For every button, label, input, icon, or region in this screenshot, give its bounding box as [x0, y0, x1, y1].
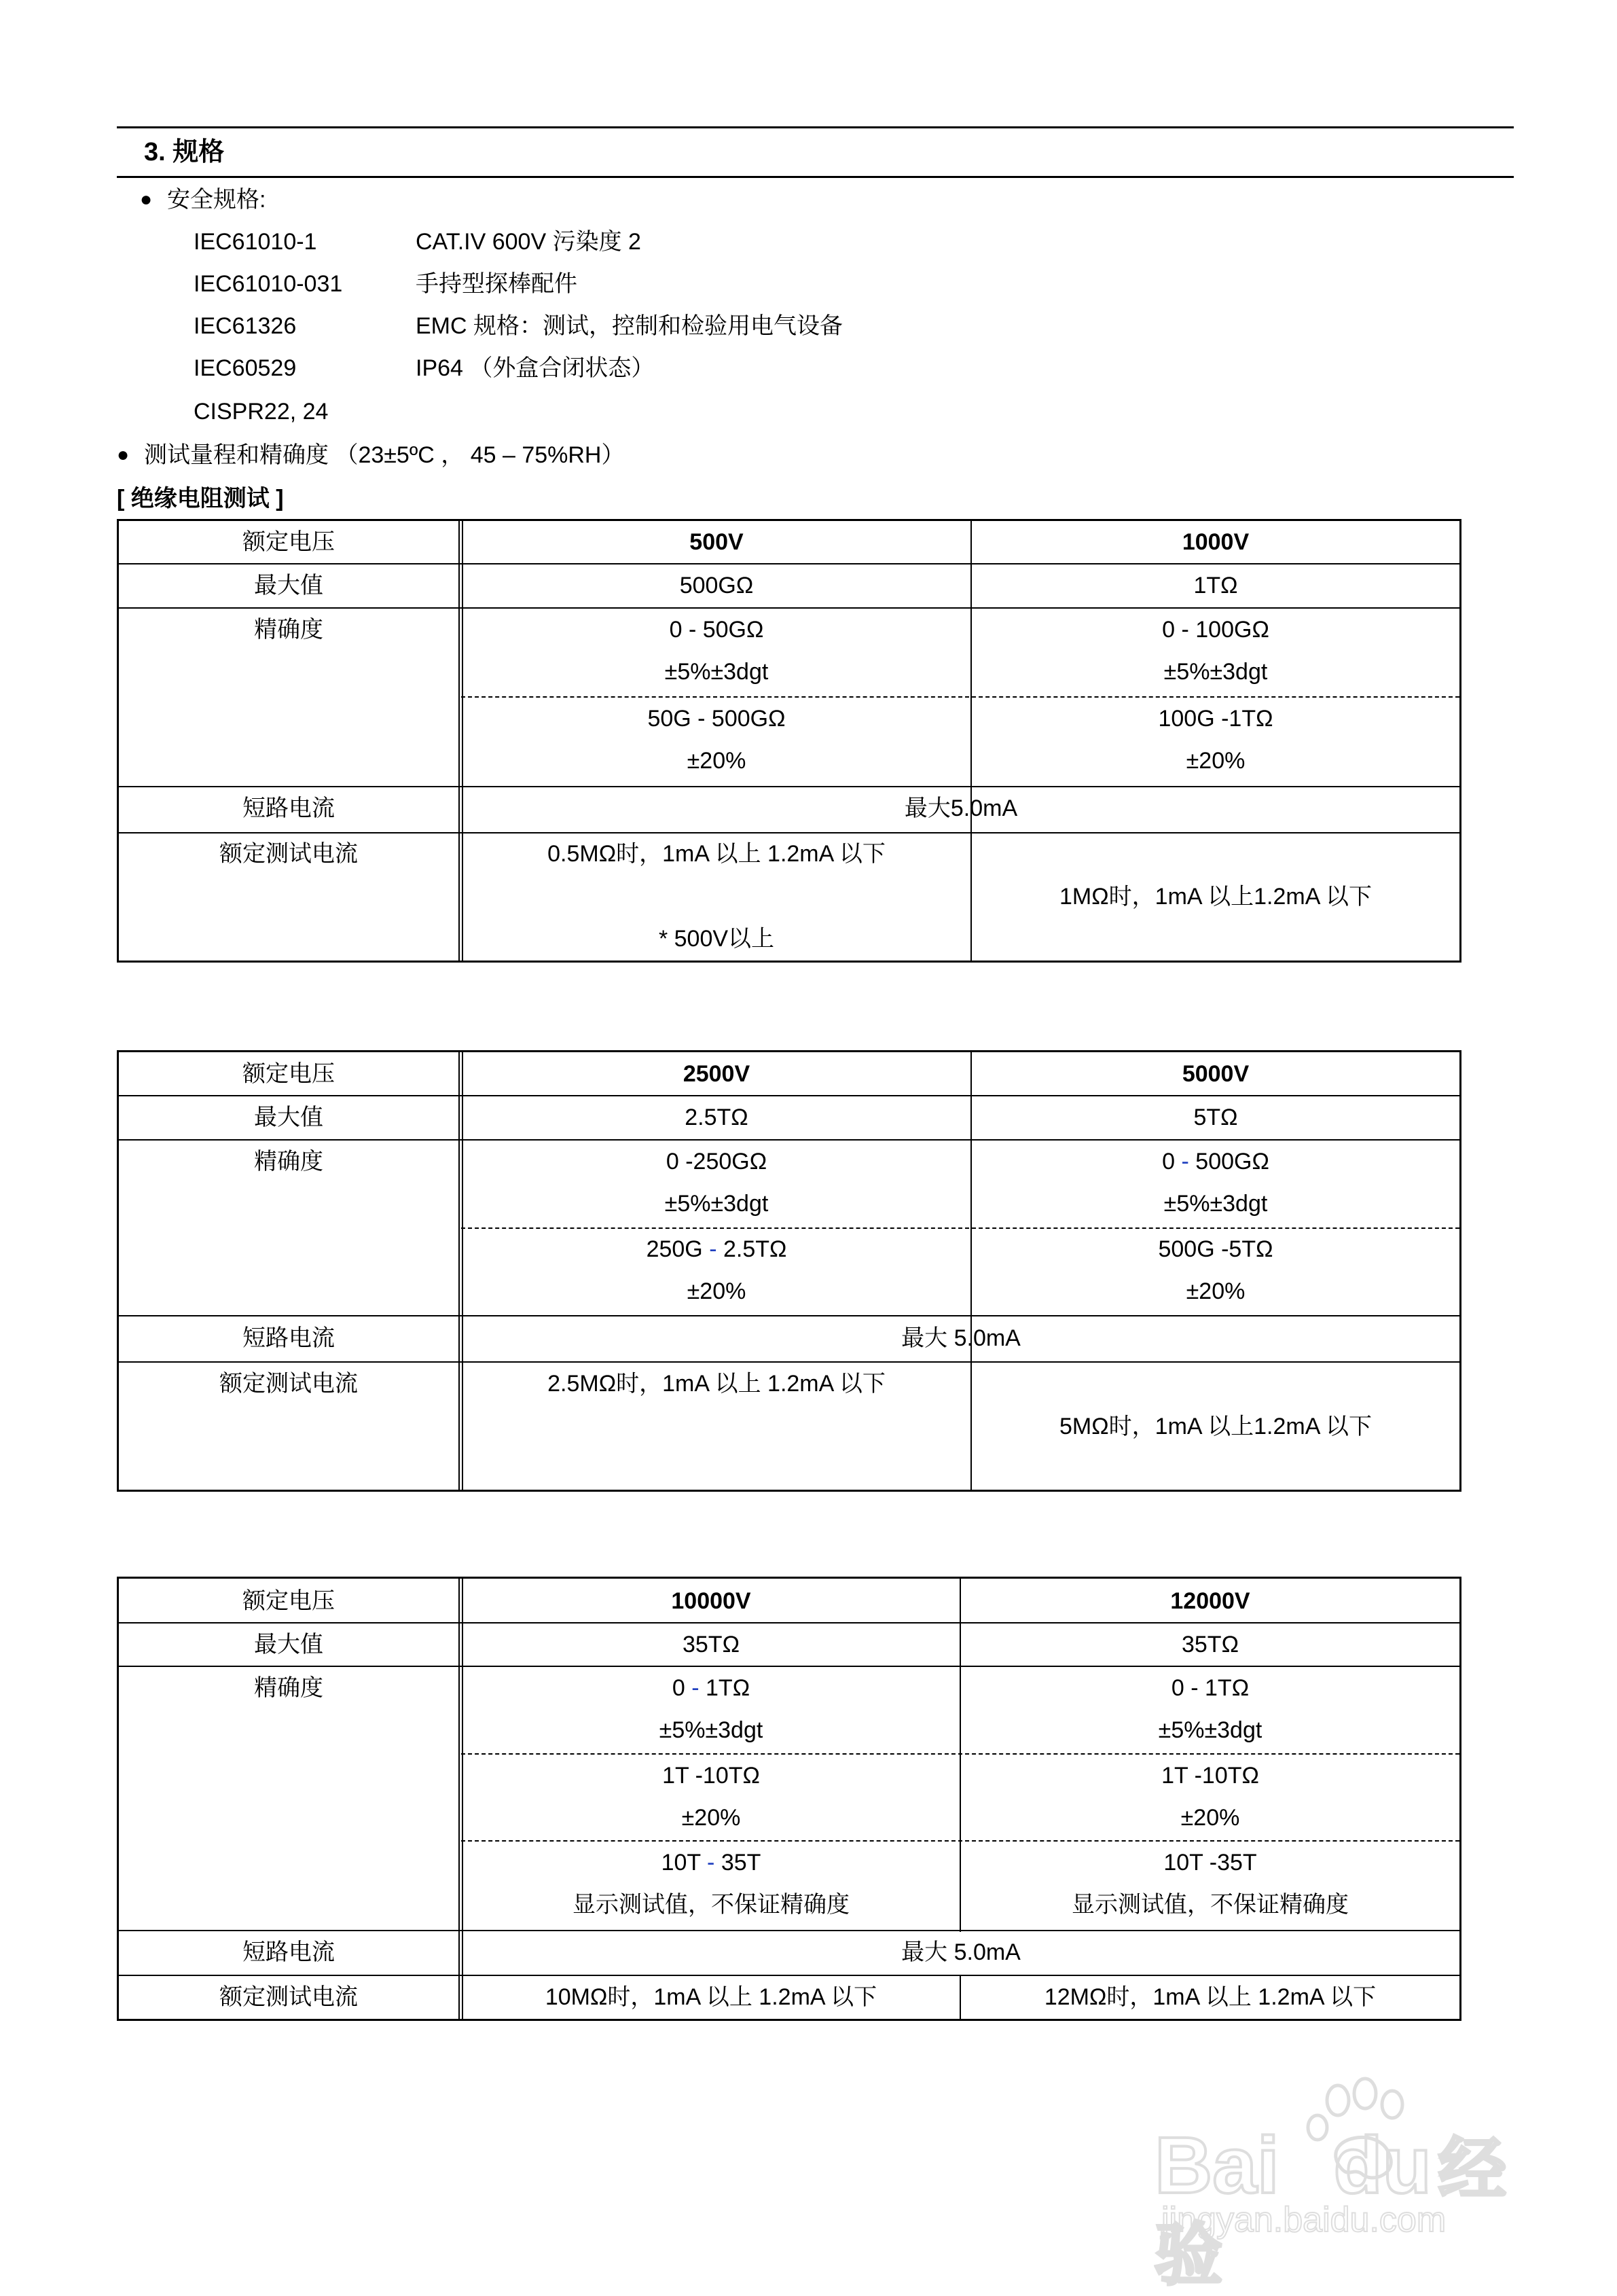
spec-table-2	[117, 1050, 1461, 1492]
row-label-test-current: 额定测试电流	[219, 1371, 358, 1397]
accuracy-value: ±20%	[687, 748, 746, 774]
row-label-test-current: 额定测试电流	[219, 841, 358, 867]
row-divider	[119, 607, 1459, 609]
row-divider	[119, 1666, 1459, 1667]
accuracy-note: 显示测试值，不保证精确度	[573, 1892, 850, 1918]
safety-standard: IEC61010-1	[194, 229, 317, 255]
safety-desc: EMC 规格：测试，控制和检验用电气设备	[416, 313, 843, 339]
spec-table-3	[117, 1577, 1461, 2021]
test-current-value: 2.5MΩ时，1mA 以上 1.2mA 以下	[547, 1371, 886, 1397]
range-value	[462, 1234, 970, 1264]
insulation-resistance-heading: [ 绝缘电阻测试 ]	[117, 486, 284, 512]
row-label-short-current: 短路电流	[242, 1939, 335, 1965]
row-divider-dashed	[461, 1753, 1459, 1755]
safety-standard: IEC61326	[194, 313, 297, 339]
range-end: 2.5TΩ	[723, 1236, 787, 1262]
row-divider	[119, 1315, 1459, 1316]
short-current-value: 最大 5.0mA	[901, 1325, 1021, 1351]
row-label-rated-voltage: 额定电压	[242, 1588, 335, 1614]
safety-label: 安全规格:	[167, 187, 266, 213]
safety-standard: IEC61010-031	[194, 271, 343, 297]
voltage-value: 10000V	[671, 1588, 751, 1614]
row-divider-dashed	[461, 696, 1459, 698]
accuracy-value: ±5%±3dgt	[664, 1191, 769, 1217]
row-divider	[119, 786, 1459, 787]
row-divider	[119, 1930, 1459, 1931]
spec-table-1	[117, 519, 1461, 963]
max-value: 500GΩ	[679, 573, 754, 598]
voltage-value: 12000V	[1170, 1588, 1250, 1614]
safety-standard: IEC60529	[194, 355, 297, 381]
bottom-rule	[117, 176, 1514, 178]
row-divider	[119, 1975, 1459, 1976]
safety-desc: 手持型探棒配件	[416, 271, 577, 297]
test-current-value: 10MΩ时，1mA 以上 1.2mA 以下	[545, 1984, 877, 2010]
range-end: 1TΩ	[706, 1675, 750, 1701]
row-label-rated-voltage: 额定电压	[242, 529, 335, 555]
accuracy-value: ±5%±3dgt	[664, 659, 769, 685]
range-value	[462, 1848, 960, 1878]
row-label-max: 最大值	[254, 573, 323, 598]
range-dash: -	[1181, 1149, 1189, 1174]
safety-standard: CISPR22, 24	[194, 399, 329, 425]
accuracy-value: ±20%	[687, 1278, 746, 1304]
test-current-value: 0.5MΩ时，1mA 以上 1.2mA 以下	[547, 841, 886, 867]
short-current-value: 最大5.0mA	[904, 795, 1018, 821]
row-divider	[119, 1622, 1459, 1624]
row-divider-dashed	[461, 1840, 1459, 1842]
measure-label: 测试量程和精确度 （23±5ºC ， 45 – 75%RH）	[144, 442, 625, 468]
max-value: 35TΩ	[1181, 1632, 1239, 1657]
accuracy-value: ±20%	[1180, 1805, 1240, 1831]
row-label-accuracy: 精确度	[254, 617, 323, 643]
range-dash: -	[691, 1675, 700, 1701]
accuracy-value: ±5%±3dgt	[659, 1717, 763, 1743]
range-value: 10T -35T	[1163, 1850, 1257, 1876]
watermark-brand-suffix: du	[1333, 2121, 1432, 2210]
row-label-max: 最大值	[254, 1105, 323, 1130]
section-title: 3. 规格	[144, 138, 225, 166]
row-divider	[119, 1361, 1459, 1363]
accuracy-note: 显示测试值，不保证精确度	[1072, 1892, 1349, 1918]
row-label-short-current: 短路电流	[242, 795, 335, 821]
max-value: 2.5TΩ	[685, 1105, 748, 1130]
max-value: 1TΩ	[1193, 573, 1238, 598]
safety-desc: IP64 （外盒合闭状态）	[416, 355, 655, 381]
range-start: 0	[672, 1675, 685, 1701]
accuracy-value: ±5%±3dgt	[1158, 1717, 1262, 1743]
row-divider-dashed	[461, 1227, 1459, 1229]
range-value: 500G -5TΩ	[1158, 1236, 1273, 1262]
accuracy-value: ±20%	[681, 1805, 741, 1831]
accuracy-value: ±20%	[1186, 1278, 1246, 1304]
max-value: 35TΩ	[682, 1632, 740, 1657]
accuracy-value: ±5%±3dgt	[1163, 1191, 1268, 1217]
range-end: 500GΩ	[1195, 1149, 1269, 1174]
range-value: 1T -10TΩ	[1161, 1763, 1259, 1789]
baidu-jingyan-watermark	[1155, 2072, 1535, 2293]
bullet-dot-icon: ●	[117, 444, 130, 466]
bullet-dot-icon: ●	[140, 188, 153, 211]
row-label-short-current: 短路电流	[242, 1325, 335, 1351]
top-rule	[117, 126, 1514, 128]
range-value: 50G - 500GΩ	[647, 706, 786, 732]
short-current-value: 最大 5.0mA	[901, 1939, 1021, 1965]
range-value: 0 - 50GΩ	[669, 617, 764, 643]
test-current-value: 12MΩ时，1mA 以上 1.2mA 以下	[1044, 1984, 1377, 2010]
row-label-accuracy: 精确度	[254, 1675, 323, 1701]
range-value	[462, 1673, 960, 1703]
row-divider	[119, 1095, 1459, 1096]
range-dash: -	[709, 1236, 717, 1262]
row-divider	[119, 1139, 1459, 1141]
watermark-url: jingyan.baidu.com	[1161, 2200, 1447, 2240]
range-start: 250G	[646, 1236, 703, 1262]
range-end: 35T	[721, 1850, 761, 1876]
range-value: 1T -10TΩ	[662, 1763, 760, 1789]
row-label-accuracy: 精确度	[254, 1149, 323, 1174]
range-dash: -	[707, 1850, 715, 1876]
watermark-cn: 经验	[1155, 2132, 1506, 2293]
range-value: 0 -250GΩ	[666, 1149, 767, 1174]
row-divider	[119, 563, 1459, 564]
voltage-value: 2500V	[683, 1061, 750, 1087]
row-label-test-current: 额定测试电流	[219, 1984, 358, 2010]
watermark-brand: Bai	[1155, 2121, 1279, 2210]
safety-desc: CAT.IV 600V 污染度 2	[416, 229, 641, 255]
test-current-note: * 500V以上	[658, 926, 775, 952]
range-start: 10T	[661, 1850, 701, 1876]
accuracy-value: ±5%±3dgt	[1163, 659, 1268, 685]
accuracy-value: ±20%	[1186, 748, 1246, 774]
range-value	[972, 1147, 1459, 1177]
row-label-max: 最大值	[254, 1632, 323, 1657]
voltage-value: 5000V	[1182, 1061, 1250, 1087]
max-value: 5TΩ	[1193, 1105, 1238, 1130]
range-value: 0 - 1TΩ	[1171, 1675, 1250, 1701]
range-value: 100G -1TΩ	[1158, 706, 1273, 732]
range-value: 0 - 100GΩ	[1162, 617, 1269, 643]
voltage-value: 500V	[689, 529, 744, 555]
range-start: 0	[1162, 1149, 1176, 1174]
voltage-value: 1000V	[1182, 529, 1250, 555]
row-divider	[119, 832, 1459, 833]
test-current-value: 1MΩ时，1mA 以上1.2mA 以下	[1059, 884, 1372, 910]
test-current-value: 5MΩ时，1mA 以上1.2mA 以下	[1059, 1414, 1372, 1439]
row-label-rated-voltage: 额定电压	[242, 1061, 335, 1087]
